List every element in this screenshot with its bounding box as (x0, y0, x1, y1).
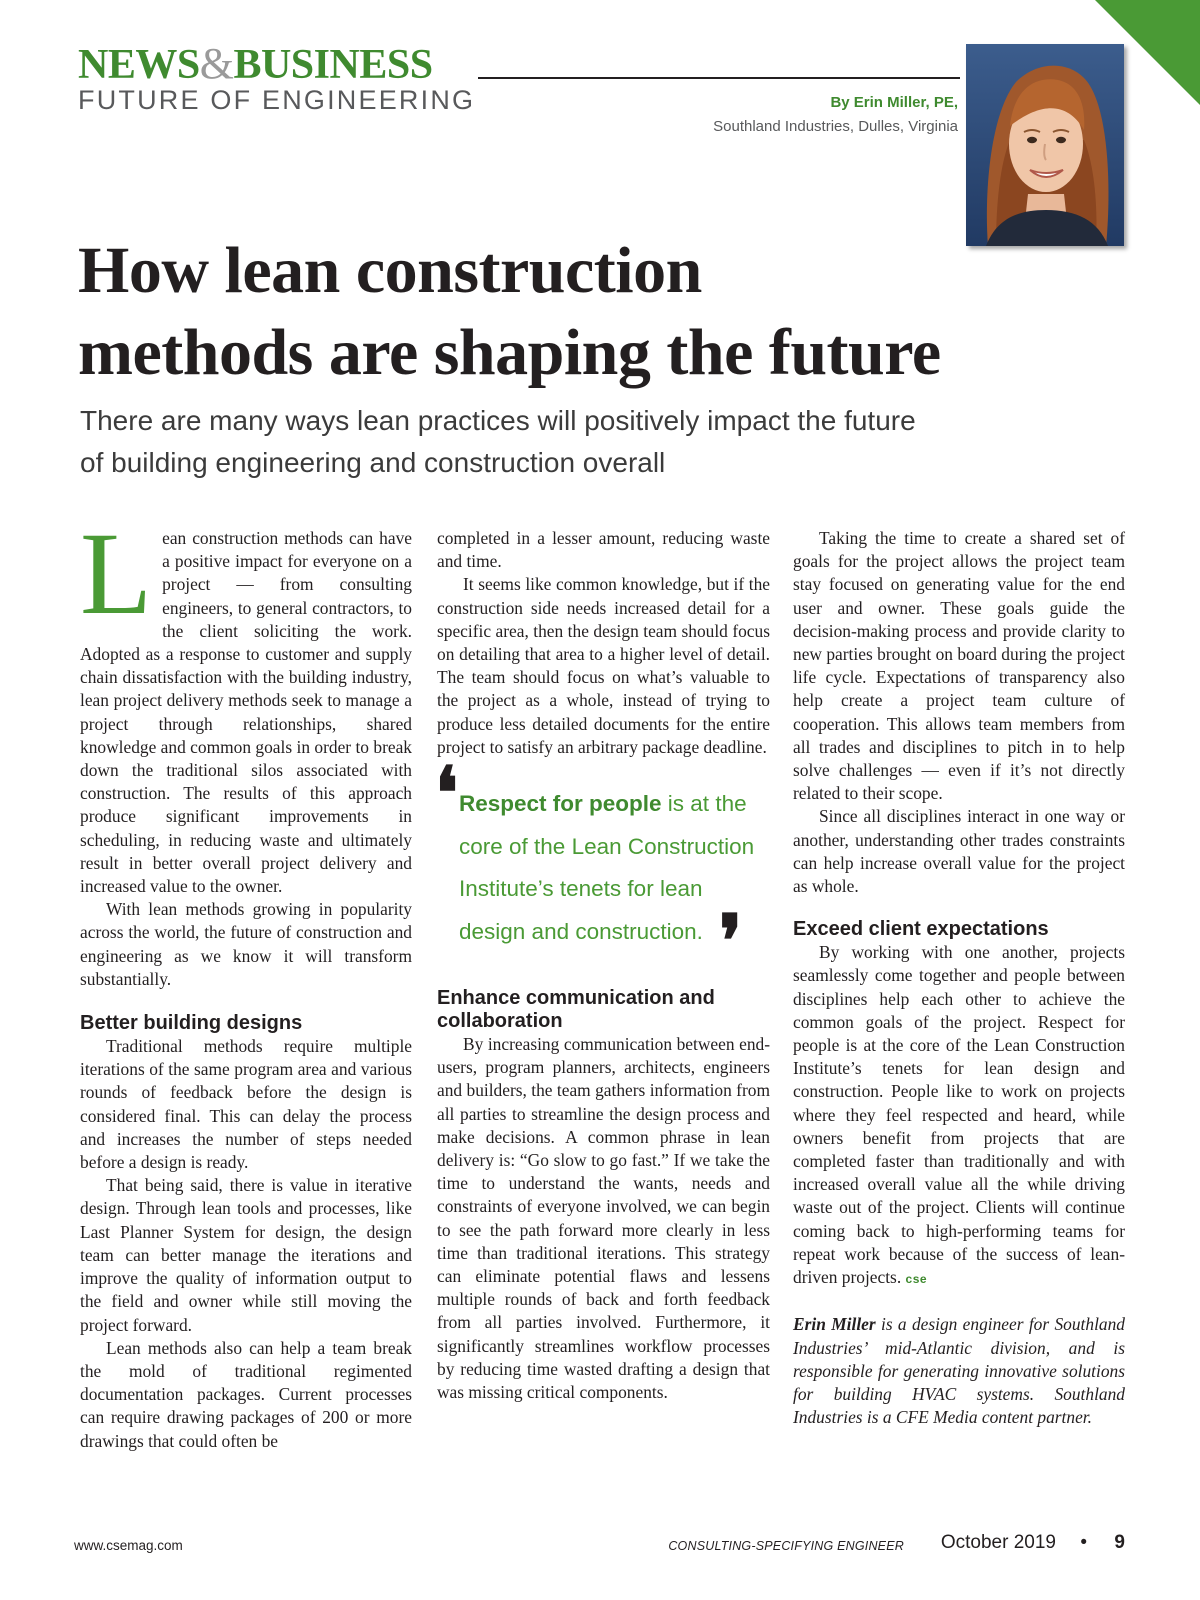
paragraph (80, 508, 412, 898)
author-portrait-illustration (966, 44, 1124, 246)
headline (78, 230, 1138, 394)
pull-quote (435, 750, 770, 984)
end-mark-logo: cse (905, 1272, 928, 1287)
header-rule (478, 77, 960, 79)
section-name-right: BUSINESS (233, 42, 433, 88)
bio-text: is a design engineer for Southland Industries’ mid-Atlantic division, and is responsible for generating innovative solutions for building HVAC systems. Southland Industries is a CFE Media content partner. (793, 1314, 1126, 1428)
deck-line-2: of building engineering and construction overall (80, 447, 666, 478)
paragraph: Taking the time to create a shared set of goals for the project allows the project team stay focused on generating value for the end user and owner. These goals guide the decision-making process and provide clarity to new parties brought on board during the project life cycle. Expectations of transparency also help create a project team culture of cooperation. This allows team members from all trades and disciplines to pitch in to help solve challenges — even if it’s not directly related to their scope. (793, 528, 1125, 804)
paragraph: Since all disciplines interact in one way or another, understanding other trades constraints can help increase overall value for the project as whole. (793, 806, 1125, 897)
footer-bullet: • (1080, 1532, 1087, 1553)
page-footer (74, 1532, 1125, 1562)
paragraph: completed in a lesser amount, reducing waste and time. (437, 528, 770, 572)
footer-url[interactable]: www.csemag.com (74, 1538, 183, 1553)
pull-quote-emphasis: Respect for people (459, 791, 662, 817)
footer-date: October 2019 (940, 1532, 1056, 1553)
section-name-left: NEWS (78, 42, 200, 88)
subhead-exceed-client-expectations: Exceed client expectations (793, 918, 1049, 941)
deck-line-1: There are many ways lean practices will positively impact the future (80, 405, 916, 436)
paragraph: With lean methods growing in popularity across the world, the future of construction and engineering as we know it will transform substantially. (80, 899, 412, 989)
byline (713, 92, 958, 140)
headline-line-2: methods are shaping the future (78, 316, 941, 389)
column-3 (793, 527, 1125, 1429)
footer-publication: CONSULTING-SPECIFYING ENGINEER (668, 1539, 904, 1553)
section-subtitle: FUTURE OF ENGINEERING (78, 85, 476, 115)
drop-cap: L (80, 508, 153, 639)
headline-line-1: How lean construction (78, 234, 702, 307)
paragraph: It seems like common knowledge, but if the construction side needs increased detail for a specific area, then the design team should focus on detailing that area to a higher level of detail. The team should focus on what’s valuable to the project as a whole, instead of trying to produce less detailed documents for the entire project to satisfy an arbitrary package deadline. (437, 574, 770, 757)
paragraph-text: ean construction methods can have a positive impact for everyone on a project — from consulting engineers, to general contractors, to the client soliciting the work. Adopted as a response to customer and supply chain dissatisfaction with the building industry, lean project delivery methods seek to manage a project through relationships, shared knowledge and common goals in order to break down the traditional silos associated with construction. The results of this approach produce significant improvements in scheduling, in reducing waste and ultimately result in better overall project delivery and increased value to the owner. (80, 528, 412, 897)
open-quote-icon: ❛ (435, 750, 459, 836)
paragraph: By increasing communication between end-users, program planners, architects, engineers and builders, the team gathers information from all parties to streamline the design process and make decisions. A common phrase in lean delivery is: “Go slow to go fast.” If we take the time to understand the wants, needs and constraints of everyone involved, we can begin to see the path forward more clearly in less time than traditional iterations. This strategy can eliminate potential flaws and lessens multiple rounds of back and forth feedback from all parties involved. Furthermore, it significantly streamlines workflow processes by reducing time wasted drafting a design that was missing critical components. (437, 1034, 770, 1403)
bio-name: Erin Miller (793, 1314, 876, 1335)
section-name-amp: & (199, 39, 234, 88)
close-quote-icon: ❜ (719, 898, 743, 984)
section-header (78, 39, 476, 115)
column-2 (437, 527, 770, 1404)
page-number: 9 (1114, 1532, 1125, 1553)
paragraph: That being said, there is value in iterative design. Through lean tools and processes, like Last Planner System for design, the design team can better manage the iterations and improve the quality of information output to the field and owner while still moving the project forward. (80, 1175, 412, 1335)
paragraph: Traditional methods require multiple iterations of the same program area and various rounds of feedback before the design is considered final. This can delay the process and increases the number of steps needed before a design is ready. (80, 1036, 412, 1173)
paragraph (793, 941, 1125, 1291)
paragraph: Lean methods also can help a team break the mold of traditional regimented documentation packages. Current processes can require drawing packages of 200 or more drawings that could often be (80, 1337, 412, 1451)
author-bio (793, 1313, 1125, 1429)
author-photo (966, 44, 1124, 246)
deck (80, 400, 1080, 484)
byline-affiliation: Southland Industries, Dulles, Virginia (713, 118, 958, 135)
subhead-better-building-designs: Better building designs (80, 1012, 303, 1035)
subhead-enhance-communication: Enhance communication and collaboration (437, 987, 715, 1033)
section-name (78, 39, 475, 88)
pull-quote-body: is at the core of the Lean Construction Institute’s tenets for lean design and construction. (459, 791, 755, 944)
paragraph-text: By working with one another, projects seamlessly come together and people between disciplines help each other to achieve the common goals of the project. Respect for people is at the core of the Lean Construction Institute’s tenets for lean design and construction. People like to work on projects where they feel respected and heard, while owners benefit from projects that are completed faster than traditionally and with increased overall value all the while driving waste out of the project. Clients will continue coming back to high-performing teams for repeat work because of the success of lean-driven projects. (793, 942, 1125, 1288)
column-1 (80, 508, 412, 1453)
byline-author: By Erin Miller, PE, (830, 94, 958, 111)
